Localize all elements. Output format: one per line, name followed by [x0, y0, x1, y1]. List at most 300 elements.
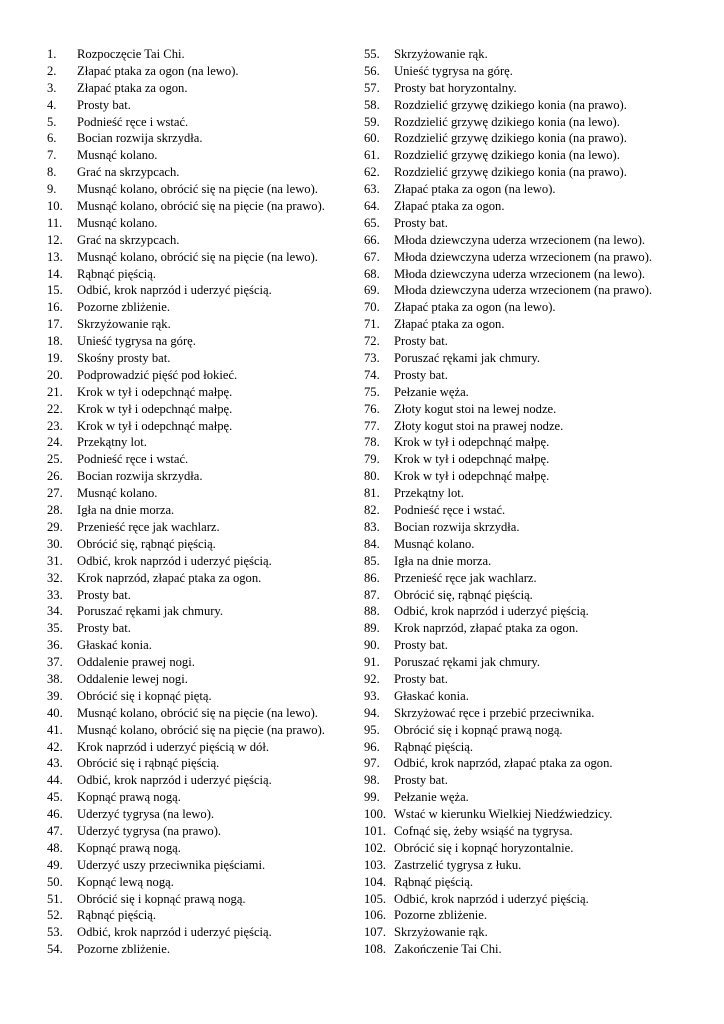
item-number: 24. — [47, 435, 63, 450]
list-item — [47, 266, 347, 283]
list-item — [364, 418, 684, 435]
item-text: Obrócić się i kopnąć horyzontalnie. — [394, 840, 574, 855]
item-text: Prosty bat. — [77, 621, 131, 636]
item-text: Obrócić się i rąbnąć pięścią. — [77, 756, 220, 771]
list-item — [364, 823, 684, 840]
list-item — [364, 553, 684, 570]
item-text: Przekątny lot. — [394, 486, 464, 501]
item-text: Prosty bat. — [394, 334, 448, 349]
item-number: 108. — [364, 942, 387, 957]
item-text: Złapać ptaka za ogon. — [394, 317, 505, 332]
item-text: Odbić, krok naprzód, złapać ptaka za ogon. — [394, 756, 613, 771]
item-number: 41. — [47, 722, 63, 737]
list-item — [364, 637, 684, 654]
item-text: Rozpoczęcie Tai Chi. — [77, 47, 185, 61]
item-number: 30. — [47, 536, 63, 551]
item-number: 3. — [47, 80, 57, 95]
list-item — [364, 485, 684, 502]
list-item — [364, 384, 684, 401]
item-number: 90. — [364, 638, 380, 653]
list-item — [47, 249, 347, 266]
item-number: 56. — [364, 63, 380, 78]
item-number: 57. — [364, 80, 380, 95]
list-item — [47, 941, 347, 958]
item-number: 47. — [47, 823, 63, 838]
item-text: Odbić, krok naprzód i uderzyć pięścią. — [77, 283, 272, 298]
item-text: Skrzyżowanie rąk. — [77, 317, 171, 332]
item-number: 85. — [364, 553, 380, 568]
item-number: 20. — [47, 367, 63, 382]
list-item — [364, 924, 684, 941]
list-item — [364, 603, 684, 620]
item-text: Odbić, krok naprzód i uderzyć pięścią. — [394, 604, 589, 619]
list-item — [47, 181, 347, 198]
list-item — [364, 620, 684, 637]
list-item — [47, 299, 347, 316]
item-text: Obrócić się i kopnąć prawą nogą. — [394, 722, 563, 737]
item-number: 55. — [364, 47, 380, 61]
list-item — [47, 316, 347, 333]
item-number: 80. — [364, 469, 380, 484]
item-number: 36. — [47, 638, 63, 653]
item-text: Cofnąć się, żeby wsiąść na tygrysa. — [394, 823, 573, 838]
list-item — [364, 654, 684, 671]
item-number: 74. — [364, 367, 380, 382]
right-column-list — [364, 46, 684, 958]
list-item — [364, 468, 684, 485]
list-item — [47, 857, 347, 874]
item-number: 98. — [364, 773, 380, 788]
item-text: Prosty bat. — [394, 367, 448, 382]
item-text: Złoty kogut stoi na prawej nodze. — [394, 418, 564, 433]
item-text: Pełzanie węża. — [394, 384, 469, 399]
item-text: Złapać ptaka za ogon. — [77, 80, 188, 95]
list-item — [364, 130, 684, 147]
item-number: 17. — [47, 317, 63, 332]
item-text: Przekątny lot. — [77, 435, 147, 450]
list-item — [364, 891, 684, 908]
list-item — [47, 502, 347, 519]
item-text: Poruszać rękami jak chmury. — [394, 655, 541, 670]
item-text: Krok w tył i odepchnąć małpę. — [394, 435, 550, 450]
list-item — [47, 367, 347, 384]
item-text: Uderzyć tygrysa (na lewo). — [77, 807, 215, 822]
item-text: Prosty bat. — [394, 773, 448, 788]
item-text: Oddalenie lewej nogi. — [77, 671, 188, 686]
item-number: 94. — [364, 705, 380, 720]
item-number: 44. — [47, 773, 63, 788]
list-item — [47, 350, 347, 367]
list-item — [47, 97, 347, 114]
item-number: 67. — [364, 249, 380, 264]
list-item — [364, 739, 684, 756]
list-item — [364, 806, 684, 823]
item-text: Musnąć kolano. — [77, 486, 158, 501]
item-number: 45. — [47, 790, 63, 805]
item-text: Głaskać konia. — [77, 638, 152, 653]
list-item — [47, 603, 347, 620]
item-number: 73. — [364, 351, 380, 366]
item-number: 11. — [47, 215, 63, 230]
item-number: 81. — [364, 486, 380, 501]
item-number: 58. — [364, 97, 380, 112]
item-number: 7. — [47, 148, 57, 163]
list-item — [364, 181, 684, 198]
item-text: Rozdzielić grzywę dzikiego konia (na lewo). — [394, 114, 620, 129]
list-item — [364, 46, 684, 63]
list-item — [364, 789, 684, 806]
list-item — [47, 924, 347, 941]
list-item — [364, 722, 684, 739]
item-number: 40. — [47, 705, 63, 720]
item-number: 91. — [364, 655, 380, 670]
item-number: 52. — [47, 908, 63, 923]
item-number: 31. — [47, 553, 63, 568]
item-number: 48. — [47, 840, 63, 855]
item-number: 27. — [47, 486, 63, 501]
item-number: 4. — [47, 97, 57, 112]
item-text: Kopnąć prawą nogą. — [77, 840, 181, 855]
item-text: Musnąć kolano, obrócić się na pięcie (na prawo). — [77, 199, 325, 214]
item-number: 50. — [47, 874, 63, 889]
list-item — [47, 739, 347, 756]
item-text: Musnąć kolano, obrócić się na pięcie (na lewo). — [77, 249, 318, 264]
item-number: 2. — [47, 63, 57, 78]
item-text: Prosty bat. — [394, 671, 448, 686]
item-text: Kopnąć lewą nogą. — [77, 874, 174, 889]
item-text: Pełzanie węża. — [394, 790, 469, 805]
item-number: 83. — [364, 519, 380, 534]
item-number: 49. — [47, 857, 63, 872]
item-text: Złapać ptaka za ogon. — [394, 199, 505, 214]
item-text: Odbić, krok naprzód i uderzyć pięścią. — [77, 925, 272, 940]
item-number: 61. — [364, 148, 380, 163]
list-item — [47, 874, 347, 891]
list-item — [47, 80, 347, 97]
list-item — [364, 705, 684, 722]
item-text: Zakończenie Tai Chi. — [394, 942, 502, 957]
item-text: Bocian rozwija skrzydła. — [77, 469, 203, 484]
list-item — [47, 806, 347, 823]
item-text: Poruszać rękami jak chmury. — [77, 604, 224, 619]
list-item — [364, 536, 684, 553]
item-number: 95. — [364, 722, 380, 737]
item-number: 89. — [364, 621, 380, 636]
item-text: Podnieść ręce i wstać. — [77, 452, 189, 467]
item-text: Prosty bat horyzontalny. — [394, 80, 517, 95]
item-number: 88. — [364, 604, 380, 619]
item-number: 63. — [364, 182, 380, 197]
item-text: Obrócić się, rąbnąć pięścią. — [394, 587, 533, 602]
item-text: Przenieść ręce jak wachlarz. — [394, 570, 537, 585]
item-text: Obrócić się, rąbnąć pięścią. — [77, 536, 216, 551]
item-number: 38. — [47, 671, 63, 686]
list-item — [364, 198, 684, 215]
list-item — [47, 722, 347, 739]
list-item — [47, 891, 347, 908]
item-text: Uderzyć tygrysa (na prawo). — [77, 823, 222, 838]
list-item — [47, 485, 347, 502]
list-item — [47, 418, 347, 435]
item-text: Prosty bat. — [394, 215, 448, 230]
list-item — [364, 164, 684, 181]
item-number: 6. — [47, 131, 57, 146]
list-item — [364, 671, 684, 688]
list-item — [364, 434, 684, 451]
list-item — [47, 282, 347, 299]
item-number: 21. — [47, 384, 63, 399]
item-text: Kopnąć prawą nogą. — [77, 790, 181, 805]
item-text: Skrzyżować ręce i przebić przeciwnika. — [394, 705, 595, 720]
list-item — [364, 519, 684, 536]
item-number: 54. — [47, 942, 63, 957]
item-number: 64. — [364, 199, 380, 214]
item-text: Rozdzielić grzywę dzikiego konia (na prawo). — [394, 165, 627, 180]
item-number: 75. — [364, 384, 380, 399]
item-text: Odbić, krok naprzód i uderzyć pięścią. — [77, 773, 272, 788]
item-text: Odbić, krok naprzód i uderzyć pięścią. — [394, 891, 589, 906]
item-text: Rąbnąć pięścią. — [77, 908, 157, 923]
item-number: 37. — [47, 655, 63, 670]
list-item — [364, 299, 684, 316]
item-text: Młoda dziewczyna uderza wrzecionem (na lewo). — [394, 232, 646, 247]
item-text: Poruszać rękami jak chmury. — [394, 351, 541, 366]
item-number: 39. — [47, 688, 63, 703]
item-number: 60. — [364, 131, 380, 146]
item-number: 29. — [47, 519, 63, 534]
item-text: Przenieść ręce jak wachlarz. — [77, 519, 220, 534]
item-number: 65. — [364, 215, 380, 230]
item-text: Unieść tygrysa na górę. — [394, 63, 513, 78]
item-number: 18. — [47, 334, 63, 349]
list-item — [47, 198, 347, 215]
item-number: 42. — [47, 739, 63, 754]
list-item — [364, 282, 684, 299]
item-number: 100. — [364, 807, 387, 822]
item-text: Rąbnąć pięścią. — [394, 739, 474, 754]
item-number: 26. — [47, 469, 63, 484]
list-item — [364, 367, 684, 384]
item-number: 46. — [47, 807, 63, 822]
item-text: Złapać ptaka za ogon (na lewo). — [394, 182, 556, 197]
item-text: Młoda dziewczyna uderza wrzecionem (na lewo). — [394, 266, 646, 281]
item-number: 106. — [364, 908, 387, 923]
item-number: 103. — [364, 857, 387, 872]
item-text: Obrócić się i kopnąć piętą. — [77, 688, 212, 703]
item-number: 71. — [364, 317, 380, 332]
item-text: Krok w tył i odepchnąć małpę. — [77, 418, 233, 433]
item-number: 16. — [47, 300, 63, 315]
item-number: 69. — [364, 283, 380, 298]
item-text: Podnieść ręce i wstać. — [394, 503, 506, 518]
item-number: 8. — [47, 165, 57, 180]
item-text: Bocian rozwija skrzydła. — [394, 519, 520, 534]
item-number: 92. — [364, 671, 380, 686]
list-item — [47, 755, 347, 772]
item-text: Odbić, krok naprzód i uderzyć pięścią. — [77, 553, 272, 568]
item-number: 82. — [364, 503, 380, 518]
list-item — [364, 333, 684, 350]
list-item — [47, 434, 347, 451]
list-item — [364, 114, 684, 131]
item-text: Musnąć kolano. — [77, 215, 158, 230]
item-number: 101. — [364, 823, 387, 838]
item-text: Pozorne zbliżenie. — [394, 908, 488, 923]
list-item — [47, 671, 347, 688]
item-text: Podnieść ręce i wstać. — [77, 114, 189, 129]
list-item — [47, 164, 347, 181]
list-item — [47, 401, 347, 418]
list-item — [364, 874, 684, 891]
list-item — [364, 587, 684, 604]
item-text: Młoda dziewczyna uderza wrzecionem (na prawo). — [394, 249, 653, 264]
item-text: Podprowadzić pięść pod łokieć. — [77, 367, 238, 382]
item-text: Rozdzielić grzywę dzikiego konia (na lewo). — [394, 148, 620, 163]
item-text: Złapać ptaka za ogon (na lewo). — [394, 300, 556, 315]
list-item — [47, 147, 347, 164]
item-text: Igła na dnie morza. — [394, 553, 492, 568]
item-number: 5. — [47, 114, 57, 129]
item-number: 10. — [47, 199, 63, 214]
list-item — [47, 688, 347, 705]
item-text: Grać na skrzypcach. — [77, 165, 180, 180]
item-number: 35. — [47, 621, 63, 636]
item-number: 19. — [47, 351, 63, 366]
item-text: Musnąć kolano, obrócić się na pięcie (na lewo). — [77, 182, 318, 197]
item-number: 59. — [364, 114, 380, 129]
item-number: 96. — [364, 739, 380, 754]
list-item — [364, 232, 684, 249]
list-item — [364, 266, 684, 283]
item-text: Uderzyć uszy przeciwnika pięściami. — [77, 857, 266, 872]
item-text: Krok naprzód, złapać ptaka za ogon. — [77, 570, 262, 585]
item-number: 9. — [47, 182, 57, 197]
list-item — [47, 519, 347, 536]
item-text: Głaskać konia. — [394, 688, 469, 703]
item-number: 25. — [47, 452, 63, 467]
item-text: Prosty bat. — [394, 638, 448, 653]
item-text: Musnąć kolano, obrócić się na pięcie (na prawo). — [77, 722, 325, 737]
list-item — [364, 772, 684, 789]
item-number: 78. — [364, 435, 380, 450]
list-item — [47, 451, 347, 468]
item-number: 34. — [47, 604, 63, 619]
item-text: Krok naprzód, złapać ptaka za ogon. — [394, 621, 579, 636]
item-text: Krok w tył i odepchnąć małpę. — [394, 469, 550, 484]
list-item — [47, 823, 347, 840]
item-number: 23. — [47, 418, 63, 433]
list-item — [364, 63, 684, 80]
item-number: 86. — [364, 570, 380, 585]
list-item — [47, 553, 347, 570]
item-text: Musnąć kolano. — [394, 536, 475, 551]
item-text: Grać na skrzypcach. — [77, 232, 180, 247]
item-number: 104. — [364, 874, 387, 889]
item-number: 28. — [47, 503, 63, 518]
item-number: 68. — [364, 266, 380, 281]
list-item — [47, 384, 347, 401]
item-text: Rąbnąć pięścią. — [394, 874, 474, 889]
list-item — [47, 840, 347, 857]
list-item — [47, 654, 347, 671]
item-number: 12. — [47, 232, 63, 247]
item-number: 79. — [364, 452, 380, 467]
list-item — [364, 857, 684, 874]
item-text: Krok w tył i odepchnąć małpę. — [77, 384, 233, 399]
item-text: Młoda dziewczyna uderza wrzecionem (na prawo). — [394, 283, 653, 298]
item-text: Krok naprzód i uderzyć pięścią w dół. — [77, 739, 269, 754]
list-item — [47, 587, 347, 604]
item-number: 43. — [47, 756, 63, 771]
list-item — [47, 789, 347, 806]
list-item — [364, 350, 684, 367]
list-item — [47, 705, 347, 722]
list-item — [364, 451, 684, 468]
item-number: 84. — [364, 536, 380, 551]
list-item — [364, 401, 684, 418]
item-text: Złapać ptaka za ogon (na lewo). — [77, 63, 239, 78]
item-number: 1. — [47, 47, 57, 61]
list-item — [364, 755, 684, 772]
list-item — [47, 232, 347, 249]
item-text: Musnąć kolano, obrócić się na pięcie (na lewo). — [77, 705, 318, 720]
list-item — [47, 63, 347, 80]
list-item — [364, 840, 684, 857]
item-number: 93. — [364, 688, 380, 703]
list-item — [47, 570, 347, 587]
list-item — [47, 215, 347, 232]
item-number: 62. — [364, 165, 380, 180]
list-item — [47, 907, 347, 924]
item-text: Igła na dnie morza. — [77, 503, 175, 518]
item-text: Krok w tył i odepchnąć małpę. — [394, 452, 550, 467]
item-text: Rozdzielić grzywę dzikiego konia (na prawo). — [394, 131, 627, 146]
item-number: 15. — [47, 283, 63, 298]
item-number: 32. — [47, 570, 63, 585]
list-item — [47, 468, 347, 485]
list-item — [364, 907, 684, 924]
item-number: 70. — [364, 300, 380, 315]
item-number: 105. — [364, 891, 387, 906]
item-text: Pozorne zbliżenie. — [77, 300, 171, 315]
item-number: 53. — [47, 925, 63, 940]
item-number: 51. — [47, 891, 63, 906]
list-item — [364, 941, 684, 958]
list-item — [364, 80, 684, 97]
item-text: Pozorne zbliżenie. — [77, 942, 171, 957]
item-number: 77. — [364, 418, 380, 433]
list-item — [364, 570, 684, 587]
list-item — [364, 97, 684, 114]
list-item — [47, 772, 347, 789]
item-number: 72. — [364, 334, 380, 349]
item-number: 99. — [364, 790, 380, 805]
item-number: 13. — [47, 249, 63, 264]
item-number: 97. — [364, 756, 380, 771]
item-text: Prosty bat. — [77, 587, 131, 602]
list-item — [47, 114, 347, 131]
list-item — [47, 46, 347, 63]
item-text: Rąbnąć pięścią. — [77, 266, 157, 281]
list-item — [364, 316, 684, 333]
list-item — [47, 637, 347, 654]
item-number: 22. — [47, 401, 63, 416]
list-item — [364, 502, 684, 519]
item-number: 33. — [47, 587, 63, 602]
list-item — [364, 688, 684, 705]
item-number: 87. — [364, 587, 380, 602]
list-item — [364, 249, 684, 266]
